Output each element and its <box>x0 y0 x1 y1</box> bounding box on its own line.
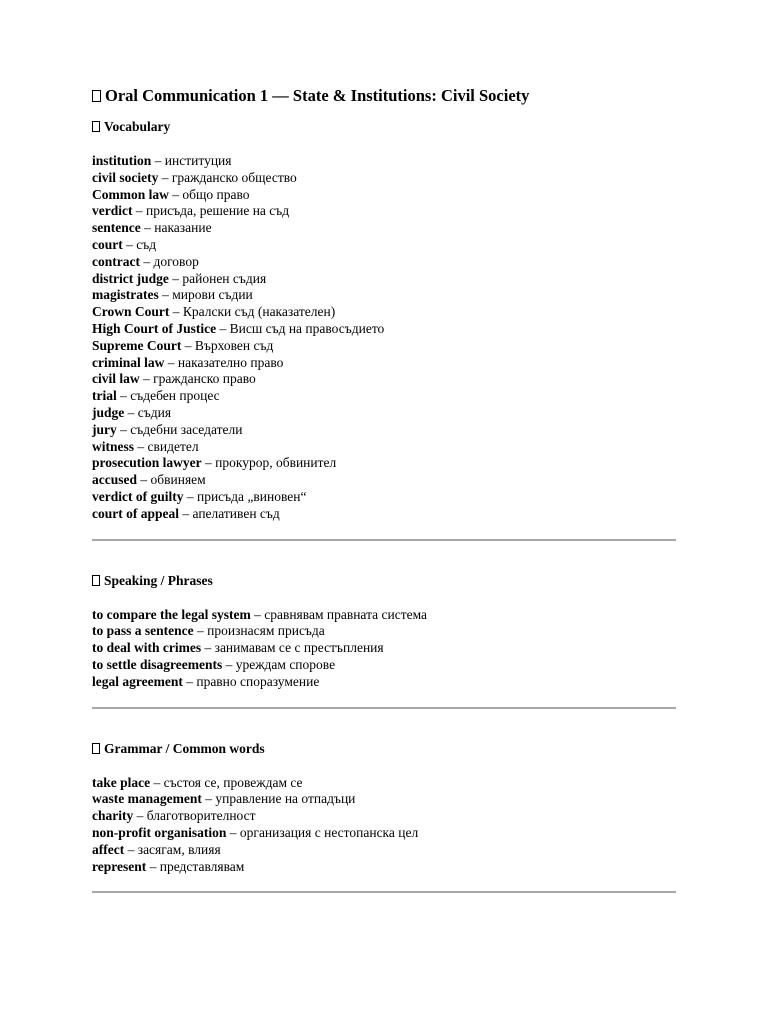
list-item <box>92 405 676 422</box>
entry-translation: апелативен съд <box>192 505 280 521</box>
entry-translation: управление на отпадъци <box>215 791 356 807</box>
entry-term: court <box>92 236 123 252</box>
entry-translation: районен съдия <box>182 270 267 286</box>
list-item <box>92 472 676 489</box>
page-title-text: Oral Communication 1 — State & Institutions: Civil Society <box>105 86 530 105</box>
list-item <box>92 607 676 624</box>
section-heading <box>92 118 676 136</box>
entry-term: Supreme Court <box>92 337 182 353</box>
list-item <box>92 153 676 170</box>
entry-separator: – <box>116 388 131 404</box>
section-heading <box>92 572 676 590</box>
entry-term: legal agreement <box>92 673 183 689</box>
list-item <box>92 237 676 254</box>
list-item <box>92 388 676 405</box>
list-item <box>92 338 676 355</box>
entry-translation: наказание <box>154 220 212 236</box>
list-item <box>92 170 676 187</box>
entry-translation: засягам, влияя <box>137 841 221 857</box>
entry-separator: – <box>201 455 216 471</box>
entry-separator: – <box>158 287 173 303</box>
list-item <box>92 187 676 204</box>
entry-separator: – <box>250 606 265 622</box>
entry-translation: присъда, решение на съд <box>145 203 290 219</box>
entry-translation: свидетел <box>147 438 199 454</box>
entry-term: accused <box>92 472 137 488</box>
list-item <box>92 825 676 842</box>
entry-term: civil law <box>92 371 140 387</box>
entry-term: charity <box>92 808 134 824</box>
list-item <box>92 808 676 825</box>
list-item <box>92 791 676 808</box>
entry-separator: – <box>124 404 138 420</box>
entry-translation: обвиняем <box>150 472 206 488</box>
entry-translation: състоя се, провеждам се <box>163 774 303 790</box>
entry-term: to compare the legal system <box>92 606 251 622</box>
entry-separator: – <box>150 774 164 790</box>
entry-translation: прокурор, обвинител <box>215 455 337 471</box>
entry-separator: – <box>133 808 147 824</box>
entry-term: district judge <box>92 270 169 286</box>
list-item <box>92 203 676 220</box>
entry-term: waste management <box>92 791 202 807</box>
list-item <box>92 640 676 657</box>
entry-separator: – <box>134 438 148 454</box>
list-item <box>92 371 676 388</box>
entry-term: jury <box>92 421 117 437</box>
entry-separator: – <box>222 656 236 672</box>
entry-term: contract <box>92 253 140 269</box>
entry-term: Common law <box>92 186 169 202</box>
entry-translation: съдебен процес <box>130 388 220 404</box>
list-item <box>92 455 676 472</box>
entry-separator: – <box>116 421 131 437</box>
entry-separator: – <box>168 186 183 202</box>
entry-translation: организация с нестопанска цел <box>239 824 419 840</box>
entry-separator: – <box>181 337 195 353</box>
entry-separator: – <box>193 623 208 639</box>
list-item <box>92 287 676 304</box>
entry-translation: съдия <box>137 404 172 420</box>
entry-separator: – <box>146 858 160 874</box>
entry-separator: – <box>122 236 137 252</box>
entry-separator: – <box>158 169 172 185</box>
entry-term: institution <box>92 153 152 168</box>
list-item <box>92 623 676 640</box>
entry-term: represent <box>92 858 147 874</box>
entry-term: witness <box>92 438 135 454</box>
entry-translation: благотворителност <box>146 808 256 824</box>
entry-translation: договор <box>153 253 199 269</box>
entry-term: verdict <box>92 203 133 219</box>
entry-translation: институция <box>164 153 232 168</box>
entry-term: sentence <box>92 220 141 236</box>
section-heading-text: Vocabulary <box>104 119 171 134</box>
missing-glyph-icon <box>92 90 101 102</box>
list-item <box>92 271 676 288</box>
entry-term: civil society <box>92 169 159 185</box>
entry-separator: – <box>201 791 216 807</box>
vocabulary-list <box>92 153 676 523</box>
entry-separator: – <box>169 304 183 320</box>
section-divider <box>92 539 676 541</box>
list-item <box>92 842 676 859</box>
entry-translation: правно споразумение <box>196 673 320 689</box>
section-divider <box>92 891 676 893</box>
list-item <box>92 775 676 792</box>
section-grammar-common-words <box>92 740 676 876</box>
entry-term: to deal with crimes <box>92 640 202 656</box>
entry-separator: – <box>182 673 197 689</box>
entry-separator: – <box>164 354 178 370</box>
entry-separator: – <box>139 253 154 269</box>
list-item <box>92 859 676 876</box>
section-vocabulary <box>92 118 676 523</box>
entry-term: to pass a sentence <box>92 623 194 639</box>
section-heading-text: Speaking / Phrases <box>104 572 213 588</box>
entry-translation: съдебни заседатели <box>130 421 243 437</box>
missing-glyph-icon <box>92 121 100 132</box>
entry-term: verdict of guilty <box>92 488 184 504</box>
list-item <box>92 355 676 372</box>
entry-translation: сравнявам правната система <box>264 606 428 622</box>
entry-separator: – <box>140 220 155 236</box>
entry-translation: Кралски съд (наказателен) <box>182 304 336 320</box>
missing-glyph-icon <box>92 575 100 586</box>
entry-translation: съд <box>136 236 157 252</box>
entry-translation: представлявам <box>159 858 245 874</box>
entry-term: Crown Court <box>92 304 170 320</box>
entry-term: criminal law <box>92 354 165 370</box>
list-item <box>92 439 676 456</box>
phrases-list <box>92 607 676 691</box>
entry-translation: Висш съд на правосъдието <box>229 320 385 336</box>
entry-term: judge <box>92 404 125 420</box>
entry-term: magistrates <box>92 287 159 303</box>
entry-separator: – <box>151 153 165 168</box>
list-item <box>92 220 676 237</box>
page-title <box>92 85 676 107</box>
entry-separator: – <box>132 203 146 219</box>
list-item <box>92 489 676 506</box>
entry-term: take place <box>92 774 151 790</box>
entry-term: High Court of Justice <box>92 320 217 336</box>
entry-term: to settle disagreements <box>92 656 223 672</box>
entry-translation: Върховен съд <box>194 337 274 353</box>
list-item <box>92 506 676 523</box>
entry-separator: – <box>179 505 193 521</box>
entry-term: non-profit organisation <box>92 824 227 840</box>
list-item <box>92 321 676 338</box>
list-item <box>92 674 676 691</box>
section-divider <box>92 707 676 709</box>
entry-translation: гражданско право <box>153 371 256 387</box>
list-item <box>92 422 676 439</box>
section-speaking-phrases <box>92 572 676 691</box>
entry-term: affect <box>92 841 125 857</box>
entry-translation: мирови съдии <box>172 287 253 303</box>
entry-separator: – <box>124 841 138 857</box>
list-item <box>92 254 676 271</box>
entry-translation: наказателно право <box>177 354 284 370</box>
entry-separator: – <box>201 640 215 656</box>
entry-translation: уреждам спорове <box>235 656 336 672</box>
list-item <box>92 657 676 674</box>
entry-separator: – <box>137 472 151 488</box>
entry-translation: присъда „виновен“ <box>196 488 307 504</box>
list-item <box>92 304 676 321</box>
entry-term: trial <box>92 388 117 404</box>
entry-separator: – <box>226 824 240 840</box>
section-heading-text: Grammar / Common words <box>104 740 265 756</box>
entry-translation: общо право <box>182 186 250 202</box>
entry-translation: занимавам се с престъпления <box>214 640 384 656</box>
entry-separator: – <box>216 320 230 336</box>
entry-separator: – <box>168 270 183 286</box>
grammar-list <box>92 775 676 876</box>
section-heading <box>92 740 676 758</box>
entry-translation: произнасям присъда <box>207 623 325 639</box>
entry-term: prosecution lawyer <box>92 455 202 471</box>
missing-glyph-icon <box>92 743 100 754</box>
entry-term: court of appeal <box>92 505 179 521</box>
entry-separator: – <box>139 371 154 387</box>
entry-separator: – <box>183 488 197 504</box>
entry-translation: гражданско общество <box>171 169 297 185</box>
